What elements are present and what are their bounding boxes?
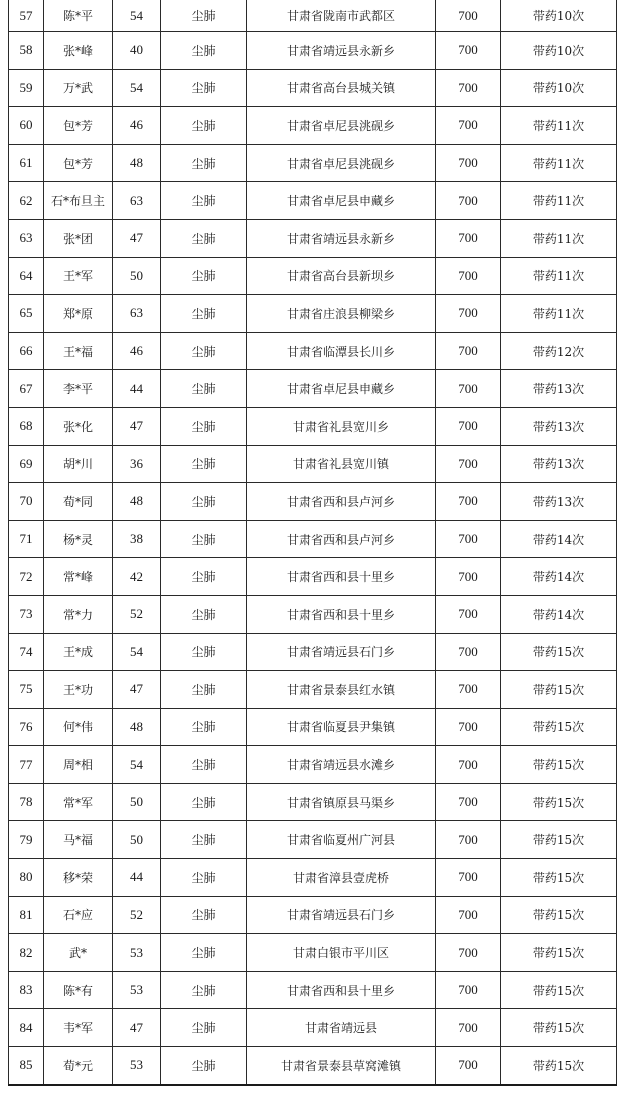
patient-name-cell: 张*峰 — [44, 32, 113, 70]
medication-count-cell: 带药15次 — [501, 671, 617, 709]
amount-cell: 700 — [436, 483, 501, 521]
medication-count-cell: 带药15次 — [501, 859, 617, 897]
age-cell: 47 — [113, 1009, 161, 1047]
table-row — [9, 483, 617, 521]
table-row — [9, 934, 617, 972]
age-cell: 38 — [113, 520, 161, 558]
patient-name-cell: 常*力 — [44, 595, 113, 633]
table-row — [9, 1009, 617, 1047]
table-row — [9, 32, 617, 70]
amount-cell: 700 — [436, 520, 501, 558]
amount-cell: 700 — [436, 971, 501, 1009]
age-cell: 53 — [113, 1047, 161, 1085]
row-number-cell: 67 — [9, 370, 44, 408]
age-cell: 44 — [113, 370, 161, 408]
amount-cell: 700 — [436, 370, 501, 408]
medication-count-cell: 带药13次 — [501, 370, 617, 408]
address-cell: 甘肃省靖远县 — [247, 1009, 436, 1047]
age-cell: 50 — [113, 257, 161, 295]
diagnosis-cell: 尘肺 — [161, 671, 247, 709]
row-number-cell: 62 — [9, 182, 44, 220]
amount-cell: 700 — [436, 783, 501, 821]
age-cell: 48 — [113, 708, 161, 746]
diagnosis-cell: 尘肺 — [161, 896, 247, 934]
row-number-cell: 74 — [9, 633, 44, 671]
age-cell: 50 — [113, 821, 161, 859]
medication-count-cell: 带药10次 — [501, 69, 617, 107]
amount-cell: 700 — [436, 0, 501, 32]
age-cell: 47 — [113, 671, 161, 709]
amount-cell: 700 — [436, 257, 501, 295]
medication-count-cell: 带药11次 — [501, 182, 617, 220]
amount-cell: 700 — [436, 332, 501, 370]
patient-name-cell: 马*福 — [44, 821, 113, 859]
medication-count-cell: 带药15次 — [501, 1009, 617, 1047]
address-cell: 甘肃省卓尼县洮砚乡 — [247, 144, 436, 182]
diagnosis-cell: 尘肺 — [161, 859, 247, 897]
amount-cell: 700 — [436, 633, 501, 671]
amount-cell: 700 — [436, 407, 501, 445]
amount-cell: 700 — [436, 708, 501, 746]
patient-name-cell: 张*化 — [44, 407, 113, 445]
diagnosis-cell: 尘肺 — [161, 708, 247, 746]
patient-name-cell: 王*成 — [44, 633, 113, 671]
patient-name-cell: 荀*元 — [44, 1047, 113, 1085]
medication-count-cell: 带药15次 — [501, 1047, 617, 1085]
table-row — [9, 219, 617, 257]
address-cell: 甘肃省高台县新坝乡 — [247, 257, 436, 295]
medication-count-cell: 带药11次 — [501, 144, 617, 182]
diagnosis-cell: 尘肺 — [161, 69, 247, 107]
table-row — [9, 107, 617, 145]
medication-count-cell: 带药13次 — [501, 407, 617, 445]
amount-cell: 700 — [436, 69, 501, 107]
diagnosis-cell: 尘肺 — [161, 0, 247, 32]
row-number-cell: 59 — [9, 69, 44, 107]
table-row — [9, 69, 617, 107]
row-number-cell: 58 — [9, 32, 44, 70]
address-cell: 甘肃省庄浪县柳梁乡 — [247, 295, 436, 333]
row-number-cell: 72 — [9, 558, 44, 596]
table-row — [9, 257, 617, 295]
row-number-cell: 80 — [9, 859, 44, 897]
amount-cell: 700 — [436, 896, 501, 934]
table-row — [9, 295, 617, 333]
patient-name-cell: 万*武 — [44, 69, 113, 107]
table-row — [9, 558, 617, 596]
diagnosis-cell: 尘肺 — [161, 633, 247, 671]
medication-count-cell: 带药15次 — [501, 633, 617, 671]
table-row — [9, 407, 617, 445]
row-number-cell: 82 — [9, 934, 44, 972]
diagnosis-cell: 尘肺 — [161, 595, 247, 633]
patient-name-cell: 王*福 — [44, 332, 113, 370]
patient-name-cell: 石*应 — [44, 896, 113, 934]
address-cell: 甘肃省西和县卢河乡 — [247, 520, 436, 558]
diagnosis-cell: 尘肺 — [161, 332, 247, 370]
table-row — [9, 332, 617, 370]
age-cell: 42 — [113, 558, 161, 596]
row-number-cell: 70 — [9, 483, 44, 521]
age-cell: 48 — [113, 483, 161, 521]
amount-cell: 700 — [436, 1047, 501, 1085]
age-cell: 44 — [113, 859, 161, 897]
address-cell: 甘肃省礼县宽川乡 — [247, 407, 436, 445]
medication-count-cell: 带药15次 — [501, 934, 617, 972]
medication-count-cell: 带药15次 — [501, 821, 617, 859]
row-number-cell: 64 — [9, 257, 44, 295]
row-number-cell: 73 — [9, 595, 44, 633]
age-cell: 46 — [113, 332, 161, 370]
table-row — [9, 0, 617, 32]
medication-count-cell: 带药11次 — [501, 107, 617, 145]
row-number-cell: 71 — [9, 520, 44, 558]
address-cell: 甘肃省临潭县长川乡 — [247, 332, 436, 370]
diagnosis-cell: 尘肺 — [161, 746, 247, 784]
patient-name-cell: 常*峰 — [44, 558, 113, 596]
medication-count-cell: 带药11次 — [501, 219, 617, 257]
medication-count-cell: 带药12次 — [501, 332, 617, 370]
patient-list-table-wrapper — [8, 0, 616, 1086]
row-number-cell: 85 — [9, 1047, 44, 1085]
diagnosis-cell: 尘肺 — [161, 182, 247, 220]
row-number-cell: 63 — [9, 219, 44, 257]
diagnosis-cell: 尘肺 — [161, 1009, 247, 1047]
diagnosis-cell: 尘肺 — [161, 219, 247, 257]
address-cell: 甘肃省陇南市武都区 — [247, 0, 436, 32]
diagnosis-cell: 尘肺 — [161, 32, 247, 70]
address-cell: 甘肃省临夏县尹集镇 — [247, 708, 436, 746]
table-row — [9, 633, 617, 671]
address-cell: 甘肃省西和县十里乡 — [247, 971, 436, 1009]
table-row — [9, 595, 617, 633]
age-cell: 47 — [113, 407, 161, 445]
table-row — [9, 821, 617, 859]
row-number-cell: 66 — [9, 332, 44, 370]
patient-name-cell: 陈*平 — [44, 0, 113, 32]
age-cell: 54 — [113, 0, 161, 32]
amount-cell: 700 — [436, 219, 501, 257]
table-body — [9, 0, 617, 1085]
patient-name-cell: 荀*同 — [44, 483, 113, 521]
address-cell: 甘肃省靖远县石门乡 — [247, 896, 436, 934]
row-number-cell: 84 — [9, 1009, 44, 1047]
diagnosis-cell: 尘肺 — [161, 107, 247, 145]
diagnosis-cell: 尘肺 — [161, 821, 247, 859]
age-cell: 46 — [113, 107, 161, 145]
age-cell: 53 — [113, 971, 161, 1009]
table-row — [9, 445, 617, 483]
table-row — [9, 182, 617, 220]
diagnosis-cell: 尘肺 — [161, 483, 247, 521]
address-cell: 甘肃省景泰县红水镇 — [247, 671, 436, 709]
table-row — [9, 144, 617, 182]
address-cell: 甘肃省礼县宽川镇 — [247, 445, 436, 483]
patient-name-cell: 常*军 — [44, 783, 113, 821]
age-cell: 53 — [113, 934, 161, 972]
diagnosis-cell: 尘肺 — [161, 971, 247, 1009]
table-row — [9, 520, 617, 558]
diagnosis-cell: 尘肺 — [161, 558, 247, 596]
table-row — [9, 746, 617, 784]
amount-cell: 700 — [436, 107, 501, 145]
diagnosis-cell: 尘肺 — [161, 445, 247, 483]
amount-cell: 700 — [436, 182, 501, 220]
address-cell: 甘肃省景泰县草窝滩镇 — [247, 1047, 436, 1085]
age-cell: 54 — [113, 69, 161, 107]
diagnosis-cell: 尘肺 — [161, 295, 247, 333]
patient-name-cell: 杨*灵 — [44, 520, 113, 558]
medication-count-cell: 带药10次 — [501, 0, 617, 32]
age-cell: 50 — [113, 783, 161, 821]
diagnosis-cell: 尘肺 — [161, 144, 247, 182]
diagnosis-cell: 尘肺 — [161, 370, 247, 408]
row-number-cell: 75 — [9, 671, 44, 709]
patient-name-cell: 何*伟 — [44, 708, 113, 746]
medication-count-cell: 带药13次 — [501, 445, 617, 483]
address-cell: 甘肃省靖远县永新乡 — [247, 32, 436, 70]
row-number-cell: 61 — [9, 144, 44, 182]
medication-count-cell: 带药15次 — [501, 896, 617, 934]
diagnosis-cell: 尘肺 — [161, 257, 247, 295]
patient-name-cell: 胡*川 — [44, 445, 113, 483]
medication-count-cell: 带药15次 — [501, 746, 617, 784]
patient-name-cell: 武* — [44, 934, 113, 972]
table-row — [9, 708, 617, 746]
address-cell: 甘肃省西和县卢河乡 — [247, 483, 436, 521]
table-row — [9, 671, 617, 709]
amount-cell: 700 — [436, 746, 501, 784]
patient-name-cell: 王*功 — [44, 671, 113, 709]
amount-cell: 700 — [436, 445, 501, 483]
diagnosis-cell: 尘肺 — [161, 520, 247, 558]
medication-count-cell: 带药15次 — [501, 971, 617, 1009]
amount-cell: 700 — [436, 295, 501, 333]
medication-count-cell: 带药11次 — [501, 295, 617, 333]
diagnosis-cell: 尘肺 — [161, 934, 247, 972]
amount-cell: 700 — [436, 1009, 501, 1047]
address-cell: 甘肃省镇原县马渠乡 — [247, 783, 436, 821]
medication-count-cell: 带药11次 — [501, 257, 617, 295]
amount-cell: 700 — [436, 144, 501, 182]
address-cell: 甘肃省卓尼县申藏乡 — [247, 182, 436, 220]
patient-name-cell: 韦*军 — [44, 1009, 113, 1047]
address-cell: 甘肃省卓尼县申藏乡 — [247, 370, 436, 408]
age-cell: 63 — [113, 182, 161, 220]
table-row — [9, 1047, 617, 1085]
age-cell: 52 — [113, 595, 161, 633]
address-cell: 甘肃省靖远县水滩乡 — [247, 746, 436, 784]
patient-name-cell: 陈*有 — [44, 971, 113, 1009]
table-row — [9, 971, 617, 1009]
amount-cell: 700 — [436, 821, 501, 859]
amount-cell: 700 — [436, 595, 501, 633]
row-number-cell: 68 — [9, 407, 44, 445]
patient-name-cell: 王*军 — [44, 257, 113, 295]
diagnosis-cell: 尘肺 — [161, 783, 247, 821]
row-number-cell: 81 — [9, 896, 44, 934]
address-cell: 甘肃省西和县十里乡 — [247, 558, 436, 596]
row-number-cell: 83 — [9, 971, 44, 1009]
address-cell: 甘肃省靖远县永新乡 — [247, 219, 436, 257]
age-cell: 54 — [113, 746, 161, 784]
patient-name-cell: 包*芳 — [44, 144, 113, 182]
address-cell: 甘肃白银市平川区 — [247, 934, 436, 972]
age-cell: 36 — [113, 445, 161, 483]
amount-cell: 700 — [436, 558, 501, 596]
table-row — [9, 859, 617, 897]
age-cell: 63 — [113, 295, 161, 333]
table-row — [9, 783, 617, 821]
address-cell: 甘肃省临夏州广河县 — [247, 821, 436, 859]
patient-list-table — [8, 0, 617, 1086]
row-number-cell: 78 — [9, 783, 44, 821]
diagnosis-cell: 尘肺 — [161, 1047, 247, 1085]
medication-count-cell: 带药15次 — [501, 708, 617, 746]
medication-count-cell: 带药13次 — [501, 483, 617, 521]
row-number-cell: 76 — [9, 708, 44, 746]
patient-name-cell: 移*荣 — [44, 859, 113, 897]
age-cell: 47 — [113, 219, 161, 257]
medication-count-cell: 带药14次 — [501, 558, 617, 596]
medication-count-cell: 带药15次 — [501, 783, 617, 821]
medication-count-cell: 带药14次 — [501, 595, 617, 633]
address-cell: 甘肃省卓尼县洮砚乡 — [247, 107, 436, 145]
patient-name-cell: 石*布旦主 — [44, 182, 113, 220]
patient-name-cell: 张*团 — [44, 219, 113, 257]
amount-cell: 700 — [436, 671, 501, 709]
row-number-cell: 65 — [9, 295, 44, 333]
age-cell: 48 — [113, 144, 161, 182]
row-number-cell: 79 — [9, 821, 44, 859]
age-cell: 54 — [113, 633, 161, 671]
address-cell: 甘肃省靖远县石门乡 — [247, 633, 436, 671]
patient-name-cell: 李*平 — [44, 370, 113, 408]
row-number-cell: 69 — [9, 445, 44, 483]
row-number-cell: 57 — [9, 0, 44, 32]
age-cell: 40 — [113, 32, 161, 70]
amount-cell: 700 — [436, 859, 501, 897]
diagnosis-cell: 尘肺 — [161, 407, 247, 445]
amount-cell: 700 — [436, 32, 501, 70]
patient-name-cell: 郑*原 — [44, 295, 113, 333]
patient-name-cell: 周*相 — [44, 746, 113, 784]
medication-count-cell: 带药14次 — [501, 520, 617, 558]
age-cell: 52 — [113, 896, 161, 934]
table-row — [9, 370, 617, 408]
address-cell: 甘肃省漳县壹虎桥 — [247, 859, 436, 897]
row-number-cell: 60 — [9, 107, 44, 145]
address-cell: 甘肃省高台县城关镇 — [247, 69, 436, 107]
table-row — [9, 896, 617, 934]
patient-name-cell: 包*芳 — [44, 107, 113, 145]
medication-count-cell: 带药10次 — [501, 32, 617, 70]
amount-cell: 700 — [436, 934, 501, 972]
address-cell: 甘肃省西和县十里乡 — [247, 595, 436, 633]
row-number-cell: 77 — [9, 746, 44, 784]
